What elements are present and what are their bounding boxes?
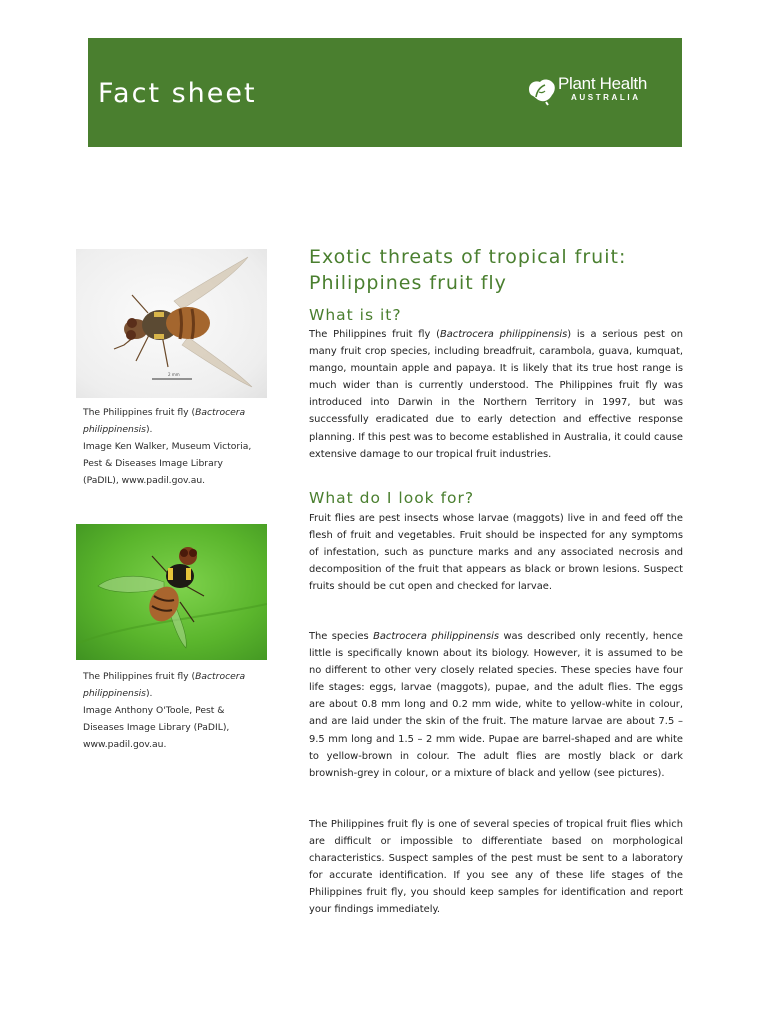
plant-health-australia-logo [526,74,674,108]
svg-text:2 mm: 2 mm [168,372,180,377]
philippines-fruit-fly-on-leaf-photo [76,524,267,660]
paragraph-what-is-it: The Philippines fruit fly (Bactrocera philippinensis) is a serious pest on many fruit crop species, including breadfruit, carambola, guava, kumquat, mango, mountain apple and papaya. It is likely that its true host range is much wider than is currently understood. The Philippines fruit fly was introduced into Darwin in the Northern Territory in 1997, but was successfully eradicated due to early detection and effective response planning. If this pest was to become established in Australia, it could cause extensive damage to our tropical fruit industries. [309,329,683,460]
section-heading-what-is-it: What is it? [309,306,402,324]
figure-caption-2: The Philippines fruit fly (Bactrocera philippinensis). Image Anthony O'Toole, Pest & Diseases Image Library (PaDIL), www.padil.gov.au. [83,671,246,751]
header-banner [88,38,682,147]
plant-health-australia-logo-icon [526,75,558,107]
logo-name: Plant Health [558,74,648,93]
paragraph-identification: The Philippines fruit fly is one of several species of tropical fruit flies which are difficult or impossible to differentiate based on morphological characteristics. Suspect samples of the pest must be sent to a laboratory for accurate identification. If you see any of these life stages of the Philippines fruit fly, you should keep samples for identification and report your findings immediately. [309,819,683,916]
logo-subtitle: AUSTRALIA [571,93,641,102]
paragraph-biology: The species Bactrocera philippinensis was described only recently, hence little is specifically known about its biology. However, it is assumed to be no different to other very closely related species. These species have four life stages: eggs, larvae (maggots), pupae, and the adult flies. The eggs are about 0.8 mm long and 0.2 mm wide, white to yellow-white in colour, and are laid under the skin of the fruit. The mature larvae are about 7.5 – 9.5 mm long and 1.5 – 2 mm wide. Pupae are barrel-shaped and are white to yellow-brown in colour. The adult flies are mostly black or dark brownish-grey in colour, or a mixture of black and yellow (see pictures). [309,631,683,779]
philippines-fruit-fly-specimen-photo [76,249,267,398]
paragraph-symptoms: Fruit flies are pest insects whose larvae (maggots) live in and feed off the flesh of fruit and vegetables. Fruit should be inspected for any symptoms of infestation, such as puncture marks and any associated necrosis and decomposition of the fruit that appears as black or brown lesions. Suspect fruits should be cut open and checked for larvae. [309,513,683,593]
figure-caption-1: The Philippines fruit fly (Bactrocera philippinensis). Image Ken Walker, Museum Victoria, Pest & Diseases Image Library (PaDIL), www.padil.gov.au. [83,407,252,487]
document-title: Exotic threats of tropical fruit: Philippines fruit fly [309,246,627,294]
section-heading-what-do-i-look-for: What do I look for? [309,489,475,507]
page-title: Fact sheet [98,78,257,109]
